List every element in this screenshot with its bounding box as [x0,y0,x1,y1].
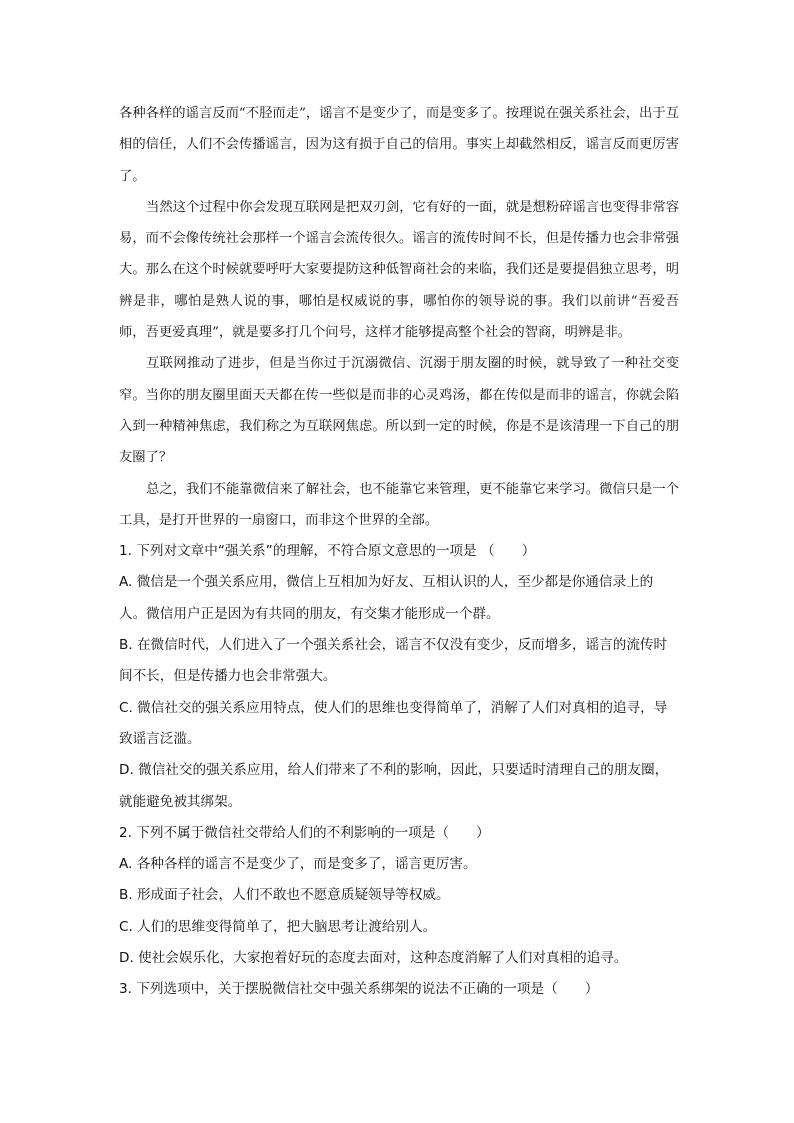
question-3 [119,974,679,1005]
passage-paragraph: 总之，我们不能靠微信来了解社会，也不能靠它来管理，更不能靠它来学习。微信只是一个工具，是打开世界的一扇窗口，而非这个世界的全部。 [119,481,679,528]
option-d: D. 微信社交的强关系应用，给人们带来了不利的影响，因此，只要适时清理自己的朋友圈，就能避免被其绑架。 [119,762,669,810]
question-stem: 1. 下列对文章中“强关系”的理解，不符合原文意思的一项是 （ ） [119,543,536,560]
option-b: B. 形成面子社会，人们不敢也不愿意质疑领导等权威。 [119,887,450,904]
question-2 [119,818,679,974]
option-a: A. 微信是一个强关系应用，微信上互相加为好友、互相认识的人，至少都是你通信录上的人。微信用户正是因为有共同的朋友，有交集才能形成一个群。 [119,574,654,622]
question-list [119,536,679,1005]
passage-paragraph: 各种各样的谣言反而“不胫而走”，谣言不是变少了，而是变多了。按理说在强关系社会，出于互相的信任，人们不会传播谣言，因为这有损于自己的信用。事实上却截然相反，谣言反而更厉害了。 [119,106,679,184]
option-a: A. 各种各样的谣言不是变少了，而是变多了，谣言更厉害。 [119,856,477,873]
option-d: D. 使社会娱乐化，大家抱着好玩的态度去面对，这种态度消解了人们对真相的追寻。 [119,950,628,967]
question-stem: 3. 下列选项中，关于摆脱微信社交中强关系绑架的说法不正确的一项是（ ） [119,981,599,998]
question-stem: 2. 下列不属于微信社交带给人们的不利影响的一项是（ ） [119,824,490,841]
question-1 [119,536,679,818]
option-c: C. 微信社交的强关系应用特点，使人们的思维也变得简单了，消解了人们对真相的追寻，导致谣言泛滥。 [119,699,668,747]
option-b: B. 在微信时代，人们进入了一个强关系社会，谣言不仅没有变少，反而增多，谣言的流传时间不长，但是传播力也会非常强大。 [119,637,668,685]
reading-passage [119,98,679,536]
passage-paragraph: 当然这个过程中你会发现互联网是把双刃剑，它有好的一面，就是想粉碎谣言也变得非常容易，而不会像传统社会那样一个谣言会流传很久。谣言的流传时间不长，但是传播力也会非常强大。那么在这个时候就要呼吁大家要提防这种低智商社会的来临，我们还是要提倡独立思考，明辨是非，哪怕是熟人说的事，哪怕是权威说的事，哪怕你的领导说的事。我们以前讲“吾爱吾师，吾更爱真理”，就是要多打几个问号，这样才能够提高整个社会的智商，明辨是非。 [119,199,679,341]
option-c: C. 人们的思维变得简单了，把大脑思考让渡给别人。 [119,918,437,935]
document-page [119,98,679,1006]
passage-paragraph: 互联网推动了进步，但是当你过于沉溺微信、沉溺于朋友圈的时候，就导致了一种社交变窄。当你的朋友圈里面天天都在传一些似是而非的心灵鸡汤，都在传似是而非的谣言，你就会陷入到一种精神焦虑，我们称之为互联网焦虑。所以到一定的时候，你是不是该清理一下自己的朋友圈了？ [119,356,679,466]
